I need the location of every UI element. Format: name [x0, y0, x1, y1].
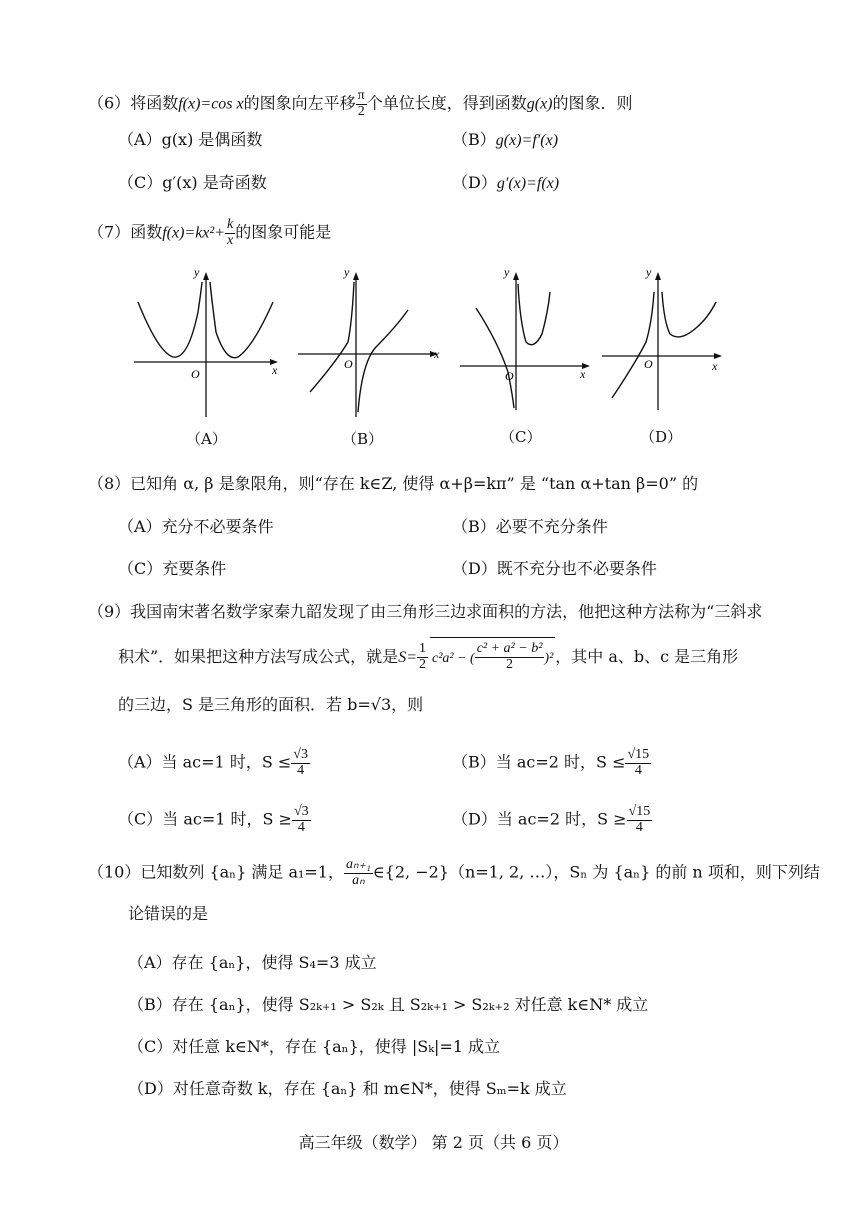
- q7-stem: （7）函数f(x)=kx²+ $\frac{k}{x}$ 的图象可能是: [88, 217, 332, 248]
- page-footer: 高三年级（数学） 第 2 页（共 6 页）: [298, 1133, 569, 1152]
- q10-option-a: （A）存在 {aₙ}，使得 S₄=3 成立: [128, 953, 377, 972]
- graph-d-origin: O: [644, 357, 653, 371]
- q9-option-d: （D）当 ac=2 时，S ≥ $\frac{√15}{4}$: [452, 804, 651, 835]
- q6-stem: （6）将函数f(x)=cos x的图象向左平移 $\frac{\pi}{2}$ 个单位长度，得到函数g(x)的图象．则: [88, 88, 633, 119]
- q10-ratio-fraction: $\frac{\text{aₙ₊₁}}{\text{aₙ}}$: [345, 857, 371, 888]
- q7-fraction: $\frac{k}{x}$: [227, 217, 234, 248]
- q6-option-c: （C）g′(x) 是奇函数: [118, 173, 267, 192]
- q8-option-b: （B）必要不充分条件: [452, 517, 608, 536]
- graph-c-y-label: y: [504, 265, 510, 279]
- q8-option-d: （D）既不充分也不必要条件: [452, 559, 657, 578]
- graph-d-y-label: y: [646, 265, 652, 279]
- q8-stem: （8）已知角 α, β 是象限角，则“存在 k∈Z, 使得 α+β=kπ” 是 “tan α+tan β=0” 的: [88, 474, 699, 493]
- q6-option-b: （B）g(x)=f′(x): [452, 130, 559, 149]
- q7-graph-c: [458, 262, 598, 422]
- q9-stem-line1: （9）我国南宋著名数学家秦九韶发现了由三角形三边求面积的方法，他把这种方法称为“三斜求: [88, 602, 763, 621]
- q7-graph-b-label: （B）: [342, 430, 384, 448]
- q7-graph-c-label: （C）: [500, 428, 542, 446]
- q7-graph-a: [128, 262, 288, 422]
- q7-graph-a-label: （A）: [186, 430, 227, 448]
- q9-stem-line3: 的三边，S 是三角形的面积．若 b=√3，则: [118, 695, 424, 714]
- graph-a-y-label: y: [194, 265, 200, 279]
- q9-option-b: （B）当 ac=2 时，S ≤ $\frac{√15}{4}$: [452, 747, 650, 778]
- q7-graph-d-label: （D）: [640, 428, 683, 446]
- q9-radical: c²a² − ( $\frac{\text{c² + a² − b²}}{2}$ )²: [430, 637, 555, 678]
- q8-option-a: （A）充分不必要条件: [118, 517, 274, 536]
- q10-option-c: （C）对任意 k∈N*，存在 {aₙ}，使得 |Sₖ|=1 成立: [128, 1037, 501, 1056]
- q8-option-c: （C）充要条件: [118, 559, 227, 578]
- graph-a-origin: O: [191, 367, 200, 381]
- q10-stem-line2: 论错误的是: [128, 904, 209, 923]
- graph-b-origin: O: [344, 357, 353, 371]
- q9-half-fraction: $\frac{1}{2}$: [418, 641, 426, 672]
- graph-d-x-label: x: [712, 359, 718, 373]
- q10-option-d: （D）对任意奇数 k，存在 {aₙ} 和 m∈N*，使得 Sₘ=k 成立: [128, 1079, 567, 1098]
- q7-graph-d: [600, 262, 740, 422]
- q7-graph-b: [296, 262, 446, 422]
- graph-a-x-label: x: [272, 363, 278, 377]
- q6-shift-fraction: $\frac{\pi}{2}$: [357, 88, 365, 119]
- graph-c-origin: O: [505, 369, 514, 383]
- q10-option-b: （B）存在 {aₙ}，使得 S₂ₖ₊₁ > S₂ₖ 且 S₂ₖ₊₁ > S₂ₖ₊₂ 对任意 k∈N* 成立: [128, 995, 649, 1014]
- q6-option-a: （A）g(x) 是偶函数: [118, 130, 263, 149]
- q9-option-c: （C）当 ac=1 时，S ≥ $\frac{√3}{4}$: [118, 804, 309, 835]
- q10-stem: （10）已知数列 {aₙ} 满足 a₁=1， $\frac{\text{aₙ₊₁}}{\text{aₙ}}$ ∈{2, −2}（n=1, 2, …），Sₙ 为 {aₙ} 的前 n 项和，则下列结: [88, 857, 820, 888]
- graph-c-x-label: x: [580, 367, 586, 381]
- q9-inner-fraction: $\frac{\text{c² + a² − b²}}{2}$: [476, 641, 543, 672]
- q9-stem-line2: 积术”．如果把这种方法写成公式，就是S= $\frac{1}{2}$ c²a² − ( $\frac{\text{c² + a² − b²}}{2}$ )² ，其中 a、b、c 是三角形: [118, 637, 738, 678]
- q6-option-d: （D）g′(x)=f(x): [452, 173, 560, 192]
- q9-option-a: （A）当 ac=1 时，S ≤ $\frac{√3}{4}$: [118, 747, 308, 778]
- graph-b-y-label: y: [344, 265, 350, 279]
- graph-b-x-label: x: [434, 347, 440, 361]
